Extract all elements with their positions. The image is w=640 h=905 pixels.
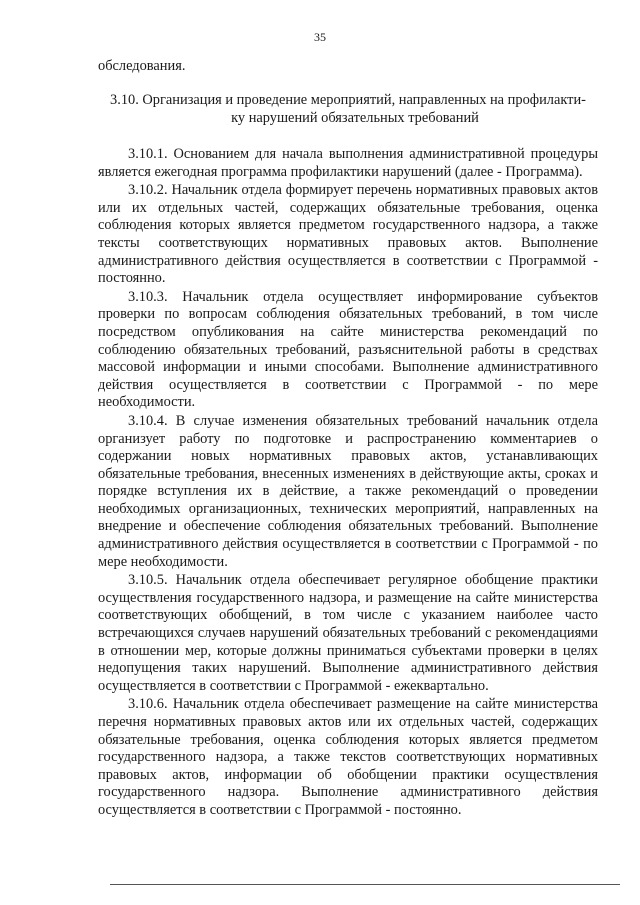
- paragraph-3-10-4: 3.10.4. В случае изменения обязательных требований начальник отдела организует работу по подготовке и распространению комментариев о содержании новых нормативных правовых актов, устанавливающих обязательные требования, внесенных изменениях в действующие акты, сроках и порядке вступления их в действие, а также рекомендаций о проведении необходимых организационных, технических мероприятий, направленных на внедрение и обеспечение соблюдения обязательных требований. Выполнение административного действия осуществляется в соответствии с Программой - по мере необходимости.: [98, 412, 598, 570]
- footer-rule: [110, 884, 620, 885]
- section-heading: [98, 92, 598, 127]
- continuation-text: обследования.: [98, 58, 186, 74]
- paragraph-3-10-1: 3.10.1. Основанием для начала выполнения административной процедуры является ежегодная программа профилактики нарушений (далее - Программа).: [98, 146, 598, 180]
- section-heading-line-1: 3.10. Организация и проведение мероприятий, направленных на профилакти-: [110, 92, 586, 108]
- paragraph-3-10-2: 3.10.2. Начальник отдела формирует перечень нормативных правовых актов или их отдельных частей, содержащих обязательные требования, оценка соблюдения которых является предметом государственного надзора, а также тексты соответствующих нормативных правовых актов. Выполнение административного действия осуществляется в соответствии с Программой - постоянно.: [98, 182, 598, 287]
- paragraph-3-10-6: 3.10.6. Начальник отдела обеспечивает размещение на сайте министерства перечня нормативных правовых актов или их отдельных частей, содержащих обязательные требования, оценка соблюдения которых является предметом государственного надзора, а также текстов соответствующих нормативных правовых актов, информации об обобщении практики осуществления государственного надзора. Выполнение административного действия осуществляется в соответствии с Программой - постоянно.: [98, 696, 598, 818]
- page-number: 35: [314, 30, 326, 44]
- paragraph-3-10-5: 3.10.5. Начальник отдела обеспечивает регулярное обобщение практики осуществления государственного надзора, и размещение на сайте министерства соответствующих обобщений, в том числе с указанием наиболее часто встречающихся случаев нарушений обязательных требований с рекомендациями в отношении мер, которые должны приниматься субъектами проверки в целях недопущения таких нарушений. Выполнение административного действия осуществляется в соответствии с Программой - ежеквартально.: [98, 572, 598, 694]
- section-heading-line-2: ку нарушений обязательных требований: [231, 109, 479, 126]
- paragraph-3-10-3: 3.10.3. Начальник отдела осуществляет информирование субъектов проверки по вопросам соблюдения обязательных требований, в том числе посредством опубликования на сайте министерства рекомендаций по соблюдению обязательных требований, разъяснительной работы в средствах массовой информации и иными способами. Выполнение административного действия осуществляется в соответствии с Программой - по мере необходимости.: [98, 288, 598, 411]
- section-body: [98, 146, 598, 821]
